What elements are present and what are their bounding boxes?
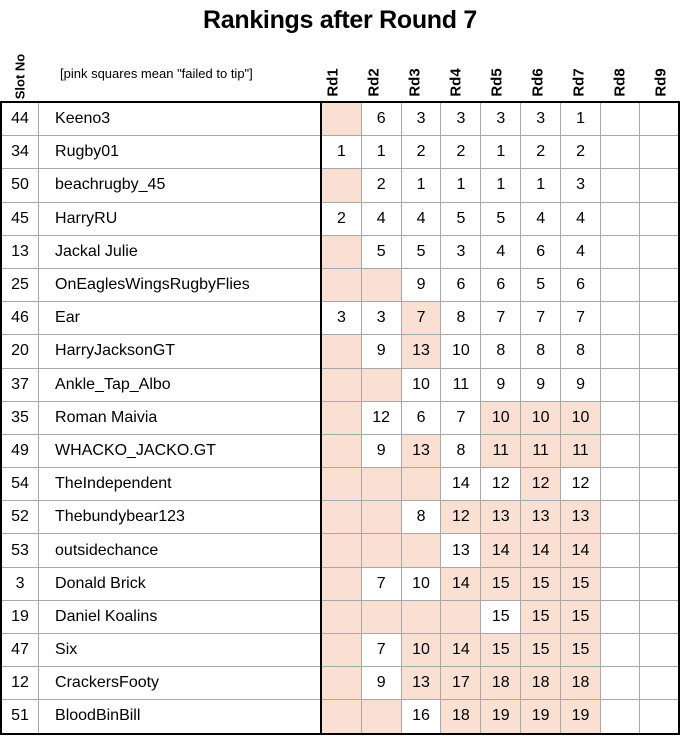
rank-cell-rd5: 3 [481, 102, 521, 136]
round-header-rd4 [436, 52, 477, 100]
slot-number: 44 [1, 102, 39, 136]
rank-cell-rd5: 12 [481, 468, 521, 501]
player-name: BloodBinBill [39, 700, 322, 734]
round-header-rd1 [313, 52, 354, 100]
player-name: Donald Brick [39, 567, 322, 600]
rank-cell-rd5: 19 [481, 700, 521, 734]
rankings-table [0, 101, 680, 735]
rank-cell-rd4: 8 [441, 302, 481, 335]
rank-cell-rd6: 6 [521, 235, 561, 268]
rank-cell-rd6: 3 [521, 102, 561, 136]
rank-cell-rd3: 13 [401, 434, 441, 467]
rank-cell-rd3: 5 [401, 235, 441, 268]
rank-cell-rd6: 18 [521, 667, 561, 700]
rank-cell-rd7: 4 [561, 202, 601, 235]
rank-cell-rd6: 15 [521, 567, 561, 600]
rank-cell-rd9 [639, 600, 679, 633]
rank-cell-rd7: 11 [561, 434, 601, 467]
table-row [1, 268, 679, 301]
legend-note: [pink squares mean "failed to tip"] [60, 66, 253, 81]
slot-number: 46 [1, 302, 39, 335]
rank-cell-rd3: 13 [401, 335, 441, 368]
rank-cell-rd9 [639, 667, 679, 700]
slot-number: 3 [1, 567, 39, 600]
rank-cell-rd2: 9 [361, 335, 401, 368]
rank-cell-rd6: 8 [521, 335, 561, 368]
slot-no-header [2, 52, 38, 100]
rank-cell-rd3: 2 [401, 136, 441, 169]
rank-cell-rd8 [600, 235, 639, 268]
rank-cell-rd4: 8 [441, 434, 481, 467]
table-row [1, 169, 679, 202]
rank-cell-rd2: 5 [361, 235, 401, 268]
rank-cell-rd6: 2 [521, 136, 561, 169]
rank-cell-rd3: 8 [401, 501, 441, 534]
rank-cell-rd7: 9 [561, 368, 601, 401]
rank-cell-rd1 [321, 700, 361, 734]
table-row [1, 667, 679, 700]
rank-cell-rd5: 9 [481, 368, 521, 401]
rank-cell-rd5: 5 [481, 202, 521, 235]
rank-cell-rd2 [361, 600, 401, 633]
player-name: Jackal Julie [39, 235, 322, 268]
rank-cell-rd1: 1 [321, 136, 361, 169]
rank-cell-rd9 [639, 534, 679, 567]
rank-cell-rd9 [639, 634, 679, 667]
player-name: HarryRU [39, 202, 322, 235]
rank-cell-rd3 [401, 468, 441, 501]
table-row [1, 401, 679, 434]
rank-cell-rd7: 15 [561, 567, 601, 600]
rank-cell-rd2: 7 [361, 634, 401, 667]
rank-cell-rd8 [600, 634, 639, 667]
rank-cell-rd3: 7 [401, 302, 441, 335]
rank-cell-rd7: 12 [561, 468, 601, 501]
rank-cell-rd3: 6 [401, 401, 441, 434]
table-row [1, 600, 679, 633]
slot-number: 51 [1, 700, 39, 734]
rank-cell-rd4: 14 [441, 468, 481, 501]
slot-number: 34 [1, 136, 39, 169]
round-header-rd3 [395, 52, 436, 100]
rank-cell-rd6: 4 [521, 202, 561, 235]
rank-cell-rd9 [639, 501, 679, 534]
rank-cell-rd2 [361, 468, 401, 501]
rank-cell-rd4: 12 [441, 501, 481, 534]
table-row [1, 634, 679, 667]
slot-number: 13 [1, 235, 39, 268]
rank-cell-rd5: 15 [481, 634, 521, 667]
rank-cell-rd2: 6 [361, 102, 401, 136]
round-header-label: Rd9 [653, 68, 670, 97]
rank-cell-rd7: 6 [561, 268, 601, 301]
slot-number: 47 [1, 634, 39, 667]
round-header-label: Rd4 [448, 68, 465, 97]
rank-cell-rd8 [600, 268, 639, 301]
rank-cell-rd6: 15 [521, 634, 561, 667]
player-name: CrackersFooty [39, 667, 322, 700]
rank-cell-rd2: 9 [361, 434, 401, 467]
rank-cell-rd8 [600, 667, 639, 700]
rank-cell-rd9 [639, 136, 679, 169]
rank-cell-rd1 [321, 335, 361, 368]
round-header-rd6 [518, 52, 559, 100]
rank-cell-rd8 [600, 136, 639, 169]
rank-cell-rd1 [321, 434, 361, 467]
table-row [1, 235, 679, 268]
rank-cell-rd7: 15 [561, 634, 601, 667]
table-row [1, 302, 679, 335]
rank-cell-rd1 [321, 468, 361, 501]
slot-no-header-label: Slot No [12, 53, 28, 100]
rank-cell-rd7: 18 [561, 667, 601, 700]
rank-cell-rd4: 7 [441, 401, 481, 434]
rank-cell-rd2: 12 [361, 401, 401, 434]
rank-cell-rd4 [441, 600, 481, 633]
rank-cell-rd6: 9 [521, 368, 561, 401]
slot-number: 50 [1, 169, 39, 202]
rank-cell-rd8 [600, 600, 639, 633]
rank-cell-rd8 [600, 700, 639, 734]
rank-cell-rd9 [639, 268, 679, 301]
rank-cell-rd9 [639, 567, 679, 600]
player-name: Ankle_Tap_Albo [39, 368, 322, 401]
rank-cell-rd7: 19 [561, 700, 601, 734]
rank-cell-rd7: 14 [561, 534, 601, 567]
rank-cell-rd8 [600, 169, 639, 202]
round-header-label: Rd5 [489, 68, 506, 97]
table-row [1, 335, 679, 368]
rank-cell-rd1 [321, 102, 361, 136]
rank-cell-rd6: 19 [521, 700, 561, 734]
round-header-rd7 [559, 52, 600, 100]
rank-cell-rd9 [639, 368, 679, 401]
rank-cell-rd3 [401, 534, 441, 567]
rank-cell-rd4: 14 [441, 567, 481, 600]
rank-cell-rd4: 11 [441, 368, 481, 401]
rank-cell-rd6: 5 [521, 268, 561, 301]
rank-cell-rd3: 13 [401, 667, 441, 700]
rank-cell-rd1 [321, 235, 361, 268]
rank-cell-rd5: 15 [481, 600, 521, 633]
rank-cell-rd9 [639, 401, 679, 434]
rank-cell-rd7: 1 [561, 102, 601, 136]
rank-cell-rd4: 18 [441, 700, 481, 734]
rank-cell-rd7: 10 [561, 401, 601, 434]
rank-cell-rd1 [321, 600, 361, 633]
player-name: Rugby01 [39, 136, 322, 169]
rank-cell-rd9 [639, 235, 679, 268]
round-header-label: Rd6 [530, 68, 547, 97]
rank-cell-rd6: 7 [521, 302, 561, 335]
round-header-label: Rd7 [571, 68, 588, 97]
rank-cell-rd5: 6 [481, 268, 521, 301]
rank-cell-rd2 [361, 368, 401, 401]
rank-cell-rd8 [600, 102, 639, 136]
rank-cell-rd6: 15 [521, 600, 561, 633]
rank-cell-rd9 [639, 468, 679, 501]
rank-cell-rd4: 6 [441, 268, 481, 301]
rank-cell-rd8 [600, 534, 639, 567]
rank-cell-rd9 [639, 102, 679, 136]
round-header-label: Rd3 [407, 68, 424, 97]
rank-cell-rd6: 12 [521, 468, 561, 501]
rank-cell-rd5: 1 [481, 136, 521, 169]
round-header-label: Rd8 [612, 68, 629, 97]
slot-number: 19 [1, 600, 39, 633]
table-row [1, 434, 679, 467]
page-title: Rankings after Round 7 [203, 6, 477, 34]
rank-cell-rd6: 13 [521, 501, 561, 534]
rank-cell-rd9 [639, 700, 679, 734]
rank-cell-rd1 [321, 268, 361, 301]
rank-cell-rd7: 2 [561, 136, 601, 169]
rank-cell-rd2: 7 [361, 567, 401, 600]
table-row [1, 102, 679, 136]
rank-cell-rd8 [600, 434, 639, 467]
rank-cell-rd9 [639, 335, 679, 368]
rank-cell-rd4: 14 [441, 634, 481, 667]
slot-number: 25 [1, 268, 39, 301]
rank-cell-rd9 [639, 202, 679, 235]
slot-number: 20 [1, 335, 39, 368]
rank-cell-rd8 [600, 501, 639, 534]
rank-cell-rd2: 3 [361, 302, 401, 335]
rank-cell-rd2 [361, 534, 401, 567]
rank-cell-rd8 [600, 401, 639, 434]
rank-cell-rd4: 2 [441, 136, 481, 169]
round-header-rd5 [477, 52, 518, 100]
rank-cell-rd4: 13 [441, 534, 481, 567]
rank-cell-rd9 [639, 302, 679, 335]
rank-cell-rd4: 5 [441, 202, 481, 235]
rank-cell-rd3: 10 [401, 567, 441, 600]
rank-cell-rd5: 18 [481, 667, 521, 700]
table-row [1, 501, 679, 534]
player-name: Thebundybear123 [39, 501, 322, 534]
player-name: Roman Maivia [39, 401, 322, 434]
table-row [1, 567, 679, 600]
rank-cell-rd3: 9 [401, 268, 441, 301]
slot-number: 49 [1, 434, 39, 467]
round-header-label: Rd1 [325, 68, 342, 97]
rank-cell-rd3: 3 [401, 102, 441, 136]
rank-cell-rd9 [639, 434, 679, 467]
rank-cell-rd4: 17 [441, 667, 481, 700]
rank-cell-rd7: 15 [561, 600, 601, 633]
rank-cell-rd1 [321, 401, 361, 434]
rank-cell-rd1 [321, 534, 361, 567]
rank-cell-rd2: 2 [361, 169, 401, 202]
rank-cell-rd8 [600, 567, 639, 600]
slot-number: 37 [1, 368, 39, 401]
player-name: OnEaglesWingsRugbyFlies [39, 268, 322, 301]
player-name: outsidechance [39, 534, 322, 567]
rank-cell-rd3: 4 [401, 202, 441, 235]
player-name: Daniel Koalins [39, 600, 322, 633]
slot-number: 45 [1, 202, 39, 235]
rank-cell-rd6: 14 [521, 534, 561, 567]
rank-cell-rd5: 14 [481, 534, 521, 567]
player-name: Ear [39, 302, 322, 335]
rank-cell-rd8 [600, 302, 639, 335]
rank-cell-rd7: 13 [561, 501, 601, 534]
slot-number: 12 [1, 667, 39, 700]
rank-cell-rd5: 8 [481, 335, 521, 368]
rank-cell-rd8 [600, 468, 639, 501]
player-name: HarryJacksonGT [39, 335, 322, 368]
round-header-rd2 [354, 52, 395, 100]
rank-cell-rd3: 10 [401, 368, 441, 401]
rank-cell-rd2 [361, 501, 401, 534]
rank-cell-rd5: 7 [481, 302, 521, 335]
rank-cell-rd5: 4 [481, 235, 521, 268]
rank-cell-rd4: 1 [441, 169, 481, 202]
rank-cell-rd5: 10 [481, 401, 521, 434]
rank-cell-rd7: 3 [561, 169, 601, 202]
rank-cell-rd2: 1 [361, 136, 401, 169]
rank-cell-rd1 [321, 501, 361, 534]
rank-cell-rd3: 16 [401, 700, 441, 734]
rank-cell-rd7: 8 [561, 335, 601, 368]
table-row [1, 468, 679, 501]
slot-number: 52 [1, 501, 39, 534]
rank-cell-rd1: 3 [321, 302, 361, 335]
table-row [1, 202, 679, 235]
rank-cell-rd3: 10 [401, 634, 441, 667]
rank-cell-rd9 [639, 169, 679, 202]
rank-cell-rd1 [321, 667, 361, 700]
table-row [1, 700, 679, 734]
rank-cell-rd5: 15 [481, 567, 521, 600]
player-name: beachrugby_45 [39, 169, 322, 202]
rank-cell-rd2 [361, 700, 401, 734]
rank-cell-rd8 [600, 368, 639, 401]
round-header-rd8 [600, 52, 641, 100]
rank-cell-rd4: 3 [441, 235, 481, 268]
rank-cell-rd3 [401, 600, 441, 633]
table-row [1, 534, 679, 567]
rank-cell-rd5: 13 [481, 501, 521, 534]
rank-cell-rd5: 11 [481, 434, 521, 467]
rank-cell-rd7: 7 [561, 302, 601, 335]
rank-cell-rd6: 1 [521, 169, 561, 202]
rank-cell-rd6: 11 [521, 434, 561, 467]
rank-cell-rd3: 1 [401, 169, 441, 202]
player-name: TheIndependent [39, 468, 322, 501]
rank-cell-rd1 [321, 368, 361, 401]
rank-cell-rd2: 9 [361, 667, 401, 700]
rank-cell-rd2: 4 [361, 202, 401, 235]
player-name: Six [39, 634, 322, 667]
rank-cell-rd1: 2 [321, 202, 361, 235]
player-name: WHACKO_JACKO.GT [39, 434, 322, 467]
round-header-rd9 [641, 52, 680, 100]
table-row [1, 136, 679, 169]
rank-cell-rd1 [321, 567, 361, 600]
rank-cell-rd2 [361, 268, 401, 301]
slot-number: 54 [1, 468, 39, 501]
player-name: Keeno3 [39, 102, 322, 136]
slot-number: 35 [1, 401, 39, 434]
rank-cell-rd8 [600, 335, 639, 368]
table-row [1, 368, 679, 401]
rank-cell-rd4: 10 [441, 335, 481, 368]
rank-cell-rd8 [600, 202, 639, 235]
rank-cell-rd7: 4 [561, 235, 601, 268]
rank-cell-rd1 [321, 634, 361, 667]
slot-number: 53 [1, 534, 39, 567]
round-header-label: Rd2 [366, 68, 383, 97]
rank-cell-rd6: 10 [521, 401, 561, 434]
rank-cell-rd1 [321, 169, 361, 202]
rank-cell-rd5: 1 [481, 169, 521, 202]
rank-cell-rd4: 3 [441, 102, 481, 136]
